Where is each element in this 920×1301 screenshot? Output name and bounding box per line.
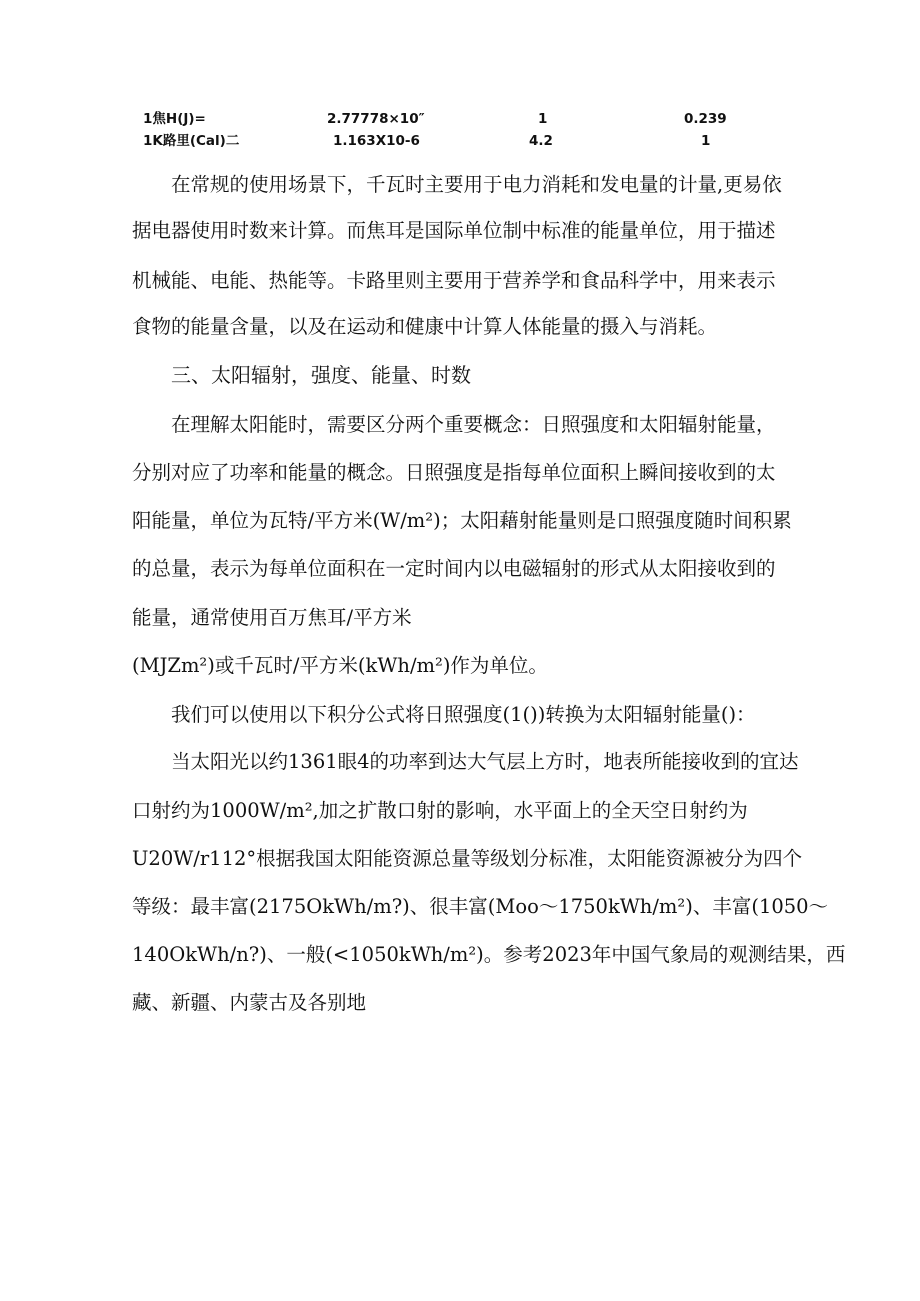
paragraph-line: 等级：最丰富(2175OkWh/m?)、很丰富(Moo〜1750kWh∕m²)、丰富(1050〜 bbox=[132, 895, 829, 918]
table-row bbox=[0, 108, 920, 130]
paragraph-line: 据电器使用时数来计算。而焦耳是国际单位制中标准的能量单位，用于描述 bbox=[132, 219, 776, 242]
table-row bbox=[0, 130, 920, 152]
table-cell-joule: 4.2 bbox=[529, 133, 553, 149]
table-cell-joule: 1 bbox=[538, 111, 548, 127]
paragraph-line: 当太阳光以约1361眼4的功率到达大气层上方时，地表所能接收到的宜达 bbox=[171, 750, 799, 773]
paragraph-line: 140OkWh/n?)、一般(<1050kWh∕m²)。参考2023年中国气象局的观测结果，西 bbox=[132, 943, 846, 966]
paragraph-line: (MJZm²)或千瓦时/平方米(kWh∕m²)作为单位。 bbox=[132, 654, 548, 677]
paragraph-line: 口射约为1000W∕m²,加之扩散口射的影响，水平面上的全天空日射约为 bbox=[132, 799, 748, 822]
paragraph-line: 在常规的使用场景下，千瓦时主要用于电力消耗和发电量的计量,更易依 bbox=[171, 173, 782, 196]
paragraph-line: 食物的能量含量，以及在运动和健康中计算人体能量的摄入与消耗。 bbox=[132, 315, 718, 338]
paragraph-line: 机械能、电能、热能等。卡路里则主要用于营养学和食品科学中，用来表示 bbox=[132, 269, 776, 292]
paragraph-line: 分别对应了功率和能量的概念。日照强度是指每单位面积上瞬间接收到的太 bbox=[132, 461, 776, 484]
paragraph-line: 阳能量，单位为瓦特/平方米(W∕m²)；太阳藉射能量则是口照强度随时间积累 bbox=[132, 509, 792, 532]
paragraph-line: 在理解太阳能时，需要区分两个重要概念：日照强度和太阳辐射能量， bbox=[171, 413, 776, 436]
table-cell-calorie: 0.239 bbox=[684, 111, 727, 127]
table-cell-unit: 1焦H(J)= bbox=[143, 111, 206, 127]
paragraph-line: U20W∕r112°根据我国太阳能资源总量等级划分标准，太阳能资源被分为四个 bbox=[132, 847, 803, 870]
paragraph-line: 我们可以使用以下积分公式将日照强度(1())转换为太阳辐射能量()： bbox=[171, 703, 756, 726]
table-cell-kwh: 1.163X10-6 bbox=[333, 133, 420, 149]
table-cell-calorie: 1 bbox=[701, 133, 711, 149]
paragraph-line: 藏、新疆、内蒙古及各别地 bbox=[132, 991, 367, 1014]
section-heading: 三、太阳辐射，强度、能量、时数 bbox=[171, 363, 471, 387]
table-cell-kwh: 2.77778×10″ bbox=[327, 111, 425, 127]
paragraph-line: 的总量，表示为每单位面积在一定时间内以电磁辐射的形式从太阳接收到的 bbox=[132, 557, 776, 580]
paragraph-line: 能量，通常使用百万焦耳/平方米 bbox=[132, 606, 412, 629]
table-cell-unit: 1K路里(Cal)二 bbox=[143, 133, 240, 149]
